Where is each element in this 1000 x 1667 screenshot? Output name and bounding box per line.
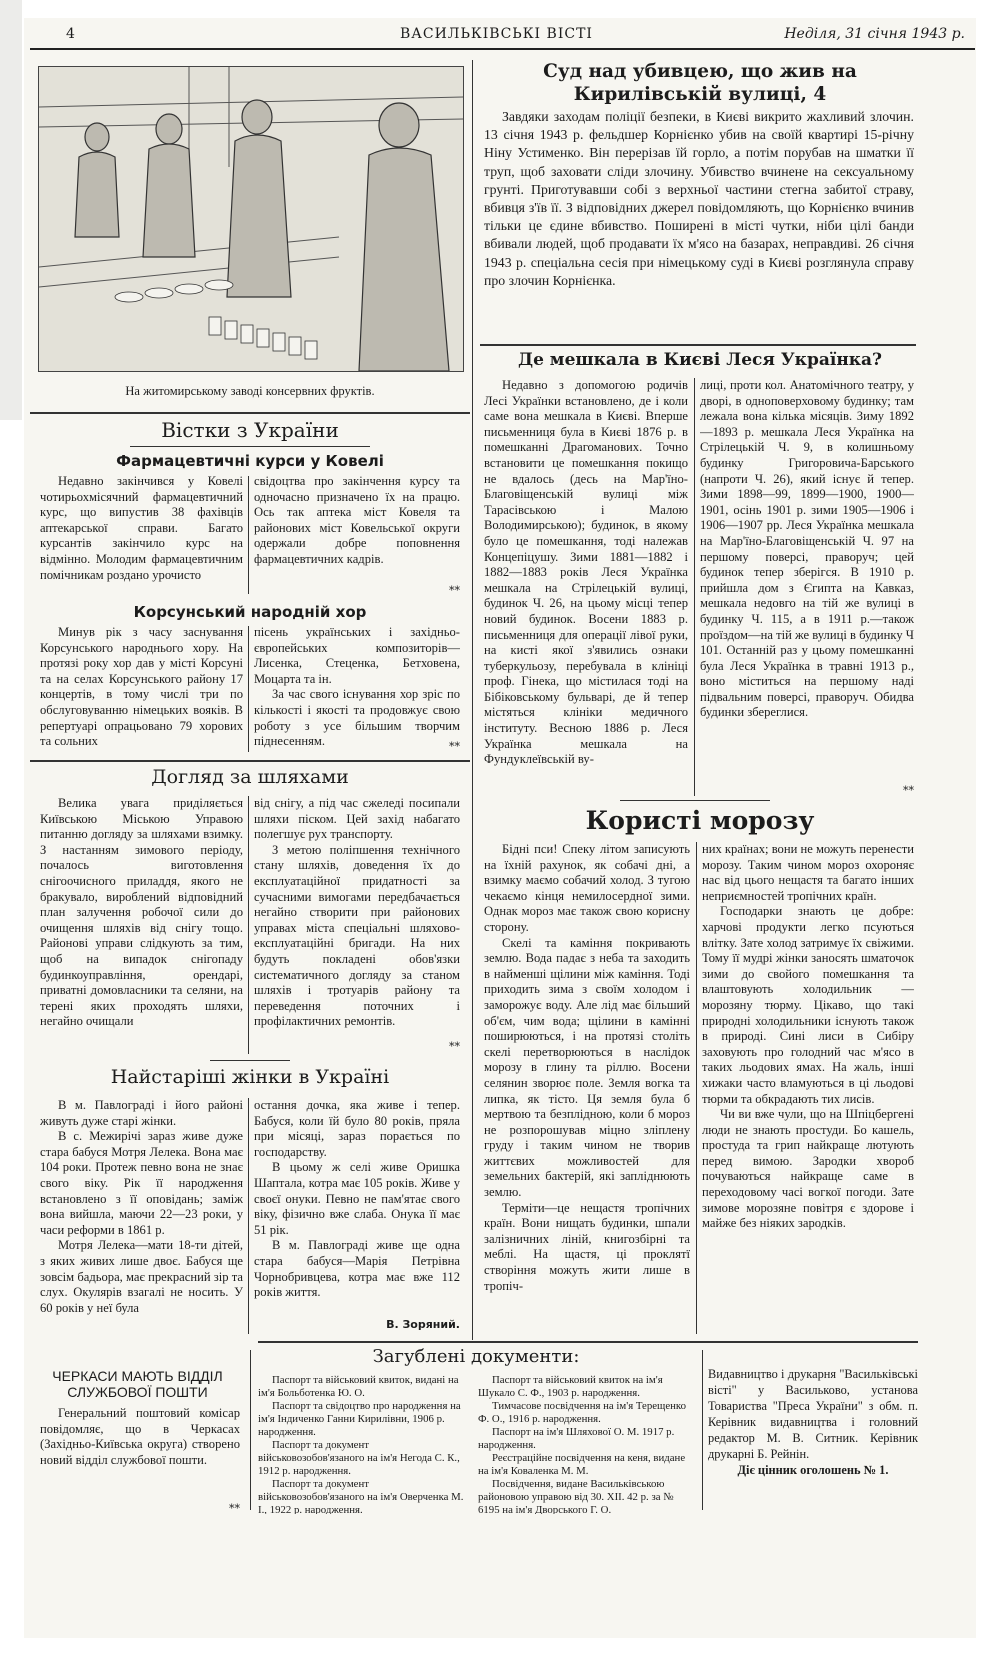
column-rule (696, 842, 697, 1334)
end-mark: ** (903, 784, 914, 797)
article-roads-col1: Велика увага приділяється Київською Міською Управою питанню догляду за шляхами взимку. З настанням зимового періоду, почалось виготовлення снігоочисного приладдя, якого не бракувало, вироблений відповідний план залучення робочої сили до очищення шляхів від снігу тощо. Районові управи слідкують за тим, щоб на випадок снігопаду будинкоуправління, орендарі, приватні домовласники та селяни, на терені яких проходять шляхи, негайно очищали (40, 796, 243, 1029)
divider (30, 412, 470, 414)
choir-paragraph: За час свого існування хор зріс по кількості і якості та продовжує свою роботу з усе більшим творчим піднесенням. (254, 687, 460, 749)
article-title-oldest: Найстаріші жінки в Україні (110, 1066, 390, 1088)
cherkasy-title-line: ЧЕРКАСИ МАЮТЬ ВІДДІЛ (52, 1368, 223, 1384)
author-signature: В. Зоряний. (386, 1318, 460, 1331)
column-rule (248, 1098, 249, 1334)
frost-paragraph: Чи ви вже чули, що на Шпіцбергені люди не знають простуди. Бо кашель, простуда та грип найкраще лютують перед вимою. Зародки хвороб почуваються найкраще саме в переходовому часі вогкої погоди. Зате зимове морозяне повітря є здорове і майже без ніяких зародків. (702, 1107, 914, 1231)
divider (258, 1341, 918, 1343)
column-rule (472, 60, 473, 1340)
column-rule (250, 1350, 251, 1510)
scan-edge (978, 440, 1000, 1667)
divider (620, 800, 770, 801)
lost-documents-col2 (478, 1374, 696, 1514)
lost-document-item: Паспорт та свідоцтво про народження на ім'я Індиченко Ганни Кирилівни, 1906 р. народження. (258, 1400, 461, 1438)
murder-title-line: Кирилівській вулиці, 4 (573, 84, 827, 105)
murder-title-line: Суд над убивцею, що жив на (543, 61, 857, 82)
lost-document-item: Паспорт та військовий квиток, видані на ім'я Больботенка Ю. О. (258, 1374, 459, 1399)
column-rule (694, 378, 695, 796)
frost-paragraph: них країнах; вони не можуть перенести морозу. Таким чином мороз охороняє нас від цього нещастя та багато інших неприємностей тропічних країн. (702, 842, 914, 903)
article-lesya-col2: лиці, проти кол. Анатомічного театру, у дворі, в одноповерховому будинку; там лежала вона кілька місяців. Зиму 1892—1893 р. мешкала Леся Українка на Стрілецькій Ч. 9, в колишньому будинку Григоровича-Барського (напроти Ч. 26), який існує й тепер. Зими 1898—99, 1899—1900, 1900—1901, осінь 1901 р. зими 1905—1906 і 1906—1907 рр. Леся Українка мешкала на Мар'їно-Благовіщенській Ч. 97 на першому поверсі, праворуч; цей будинок тепер зберігся. В 1910 р. прийшла дом з Єгипта на Кавказ, мешкала недовго на тій же вулиці в будинку Ч. 115, а в 1911 р.—також проїздом—на тій же вулиці в будинку Ч 101. Останній раз у цьому помешканні була Леся Українка в травні 1913 р., воно міститься на першому наді підвальним поверсі, праворуч. Обидва будинки збереглися. (700, 378, 914, 720)
lost-documents-title: Загублені документи: (372, 1346, 580, 1367)
article-oldest-col2 (254, 1098, 460, 1318)
column-rule (248, 476, 249, 594)
frost-paragraph: Терміти—це нещастя тропічних країн. Вони нищать будинки, шпали залізничних ліній, книгозбірні та меблі. На щастя, ці проклятї створіння можуть жити лише в тропіч- (484, 1200, 690, 1293)
lost-document-item: Посвідчення, видане Васильківською районовою управою від 30. XII. 42 р. за № 6195 на ім'я Дворського Г. О. (478, 1478, 674, 1514)
photo-caption: На житомирському заводі консервних фруктів. (125, 384, 375, 398)
oldest-paragraph: В м. Павлограді живе ще одна стара бабуся—Марія Петрівна Чорнобривцева, котра має вже 112 років життя. (254, 1238, 460, 1300)
article-lesya-col1: Недавно з допомогою родичів Лесі Українки встановлено, де і коли саме вона мешкала в Києві. Вперше письменниця була в Києві 1876 р. в помешканні Драгоманових. Точно встановити це помешкання покищо не вдалось (десь на Мар'їно-Благовіщенській вулиці між Тарасівською і Малою Володимирською); будинок, в якому було це помешкання, тоді належав Концепіцушу. Зими 1881—1882 і 1882—1883 років Леся Українка мешкала на Стрілецькій вулиці, будинок Ч. 26, на цьому місці тепер новий будинок. Восени 1883 р. письменниця для операції лівої руки, на кисті якої з'явились ознаки туберкульозу, перебувала в клініці проф. Гінека, що містилася тоді на Бібіковському бульварі, де й тепер містяться клініки медичного інституту. Весною 1886 р. Леся Українка мешкала на Фундуклеївській ву- (484, 378, 688, 767)
article-frost-col1 (484, 842, 690, 1334)
article-oldest-col1 (40, 1098, 243, 1334)
lost-document-item: Тимчасове посвідчення на ім'я Терещенко Ф. О., 1916 р. народження. (478, 1400, 687, 1425)
article-pharmacy-col1: Недавно закінчився у Ковелі чотирьохмісячний фармацевтичний курс, що випустив 38 фахівців аптекарської справи. Багато курсантів закінчило курс на відмінно. Молодим фармацевтичним помічникам роздано урочисто (40, 474, 243, 582)
roads-paragraph: від снігу, а під час сжеледі посипали шляхи піском. Цей захід набагато полегшує рух транспорту. (254, 796, 460, 842)
article-title-cherkasy (30, 1368, 245, 1402)
lost-document-item: Реєстраційне посвідчення на кеня, видане на ім'я Коваленка М. М. (478, 1452, 686, 1477)
publisher-text: Видавництво і друкарня "Васильківські вісті" у Васильково, установа Товариства "Преса України" з обм. п. Керівник видавництва і головний редактор М. В. Ситник. Керівник друкарні Б. Рейнін. (708, 1367, 918, 1461)
end-mark: ** (449, 1040, 460, 1053)
article-murder-text: Завдяки заходам поліції безпеки, в Києві викрито жахливий злочин. 13 січня 1943 р. фельдшер Корнієнко убив на своїй квартирі 15-річну Ніну Устименко. Він перерізав їй горло, а потім порубав на шматки її труп, щоб заховати сліди злочину. Убивство вчинене на сексуальному грунті. Приготувавши собі з верхньої частини стегна забитої страву, вбивця з'їв її. З відповідних джерел повідомляють, що Корнієнко вчинив тільки це єдине вбивство. Поширені в місті чутки, ніби цілі банди вбивали людей, щоб продавати їх м'ясо на базарах, неправдиві. 26 січня 1943 р. спеціальна сесія при німецькому суді в Києві розглянула справу про злочин Корнієнка. (484, 109, 914, 288)
oldest-paragraph: В цьому ж селі живе Оришка Шаптала, котра має 105 років. Живе у своєї онуки. Певно не пам'ятає свого віку, фізично вже слаба. Онука її має 51 рік. (254, 1160, 460, 1237)
article-pharmacy-col2: свідоцтва про закінчення курсу та одночасно призначено їх на працю. Ось так аптека міст Ковеля та районових міст Ковельської округи одержали добре поповнення фармацевтичних кадрів. (254, 474, 460, 566)
end-mark: ** (449, 740, 460, 753)
issue-date: Неділя, 31 січня 1943 р. (784, 26, 965, 42)
oldest-paragraph: Мотря Лелека—мати 18-ти дітей, з яких живих лише двоє. Бабуся ще зовсім бадьора, має прекрасний зір та слух. Окулярів взагалі не носить. У 60 років у неї була (40, 1238, 243, 1315)
divider (210, 1060, 290, 1061)
cherkasy-title-line: СЛУЖБОВОЇ ПОШТИ (67, 1384, 208, 1400)
article-title-pharmacy: Фармацевтичні курси у Ковелі (116, 452, 384, 470)
column-rule (702, 1350, 703, 1510)
column-rule (248, 626, 249, 752)
divider (480, 344, 916, 346)
choir-paragraph: пісень українських і західньо-європейських композиторів—Лисенка, Стеценка, Бетховена, Моцарта та ін. (254, 625, 460, 686)
factory-photo (38, 66, 464, 372)
frost-paragraph: Бідні пси! Спеку літом записують на їхній рахунок, як собачі дні, а взимку маємо собачий холод. З тугою чекаємо кінця немилосердної зими. Однак мороз має також свою корисну сторону. (484, 842, 690, 934)
article-title-choir: Корсунський народній хор (133, 603, 367, 621)
ad-price-notice: Діє цінник оголошень № 1. (737, 1463, 889, 1477)
scan-edge (0, 0, 22, 420)
article-roads-col2 (254, 796, 460, 1054)
lost-document-item: Паспорт та документ військовозобов'язаного на ім'я Негода С. К., 1912 р. народження. (258, 1439, 460, 1477)
oldest-paragraph: В с. Межирічі зараз живе дуже стара бабуся Мотря Лелека. Вона має 104 роки. Протеж певно вона не знає свого віку. Рік її народження встановлено з її оповідань; заміж вона вийшла, маючи 22—23 роки, у часи реформи в 1861 р. (40, 1129, 243, 1237)
column-rule (248, 796, 249, 1054)
oldest-paragraph: В м. Павлограді і його районі живуть дуже старі жінки. (40, 1098, 243, 1128)
article-choir-col1: Минув рік з часу заснування Корсунського народнього хору. На протязі року хор дав у місті Корсуні та на селах Корсунського району 17 концертів, в тому числі три по обслуговуванню німецьких вояків. В репертуарі опрацьовано 79 хорових та сольних (40, 625, 243, 749)
article-title-murder (480, 60, 920, 106)
article-cherkasy-text: Генеральний поштовий комісар повідомляє, що в Черкасах (Західньо-Київська округа) створено новий відділ службової пошти. (40, 1406, 240, 1467)
lost-document-item: Паспорт на ім'я Шляхової О. М. 1917 р. народження. (478, 1426, 675, 1451)
divider (130, 446, 370, 447)
lost-document-item: Паспорт та документ військовозобов'язаного на ім'я Оверченка М. І., 1922 р. народження. (258, 1478, 464, 1514)
publisher-info (708, 1366, 918, 1516)
section-title-ukraine-news: Вістки з України (161, 418, 339, 442)
article-frost-col2 (702, 842, 914, 1334)
page-number: 4 (66, 26, 75, 42)
newspaper-title: ВАСИЛЬКІВСЬКІ ВІСТІ (400, 26, 593, 42)
oldest-paragraph: остання дочка, яка живе і тепер. Бабуся, коли їй було 80 років, пряла при місяці, зараз порається по господарству. (254, 1098, 460, 1159)
article-title-lesya: Де мешкала в Києві Леся Українка? (517, 350, 883, 370)
article-title-frost: Користі морозу (585, 806, 815, 835)
frost-paragraph: Господарки знають це добре: харчові продукти легко псуються влітку. Зате холод затримує їх свіжими. Тому її мудрі жінки заносять шматочок зими до свойого помешкання та влаштовують холодильник — морозяну тюрму. Цікаво, що такі природні холодильники існують також в природі. Сині лиси в Сибіру заховують про голодний час м'ясо в таких льодових ямах. На жаль, інші хижаки часто вламуються в ці льодові тюрми та обкрадають тих лисів. (702, 904, 914, 1106)
end-mark: ** (229, 1502, 240, 1515)
factory-illustration (39, 67, 463, 371)
roads-paragraph: З метою поліпшення технічного стану шляхів, доведення їх до експлуатаційної придатності за сучасними вимогами передбачається негайно створити при районових управах міста спеціальні шляхово-експлуатаційні бригади. На них будуть покладені обов'язки систематичного догляду за станом шляхів і тротуарів району та переведення поточних і профілактичних ремонтів. (254, 842, 460, 1029)
article-choir-col2 (254, 625, 460, 753)
end-mark: ** (449, 584, 460, 597)
page-header (30, 24, 975, 50)
lost-document-item: Паспорт та військовий квиток на ім'я Шукало С. Ф., 1903 р. народження. (478, 1374, 663, 1399)
article-title-roads: Догляд за шляхами (151, 766, 349, 788)
lost-documents-col1 (258, 1374, 468, 1514)
divider (30, 760, 470, 762)
frost-paragraph: Скелі та каміння покривають землю. Вода падає з неба та заходить в найменші щілини між каміння. Тоді приходить зима з своїм холодом і заморожує воду. Але лід має більший об'єм, чим вода; щілини в камінні поширюються, і на протязі століть скелі перетворюються в наслідок морозу в глину та ріллю. Восени селянин зворює поле. Земля вогка та липка, як тісто. Ця земля була б мертвою та безплідною, коли б мороз не розпорошував міцно зліплену груду і таким чином не творив життєвих можливостей для земельних бактерій, які запліднюють землю. (484, 935, 690, 1200)
